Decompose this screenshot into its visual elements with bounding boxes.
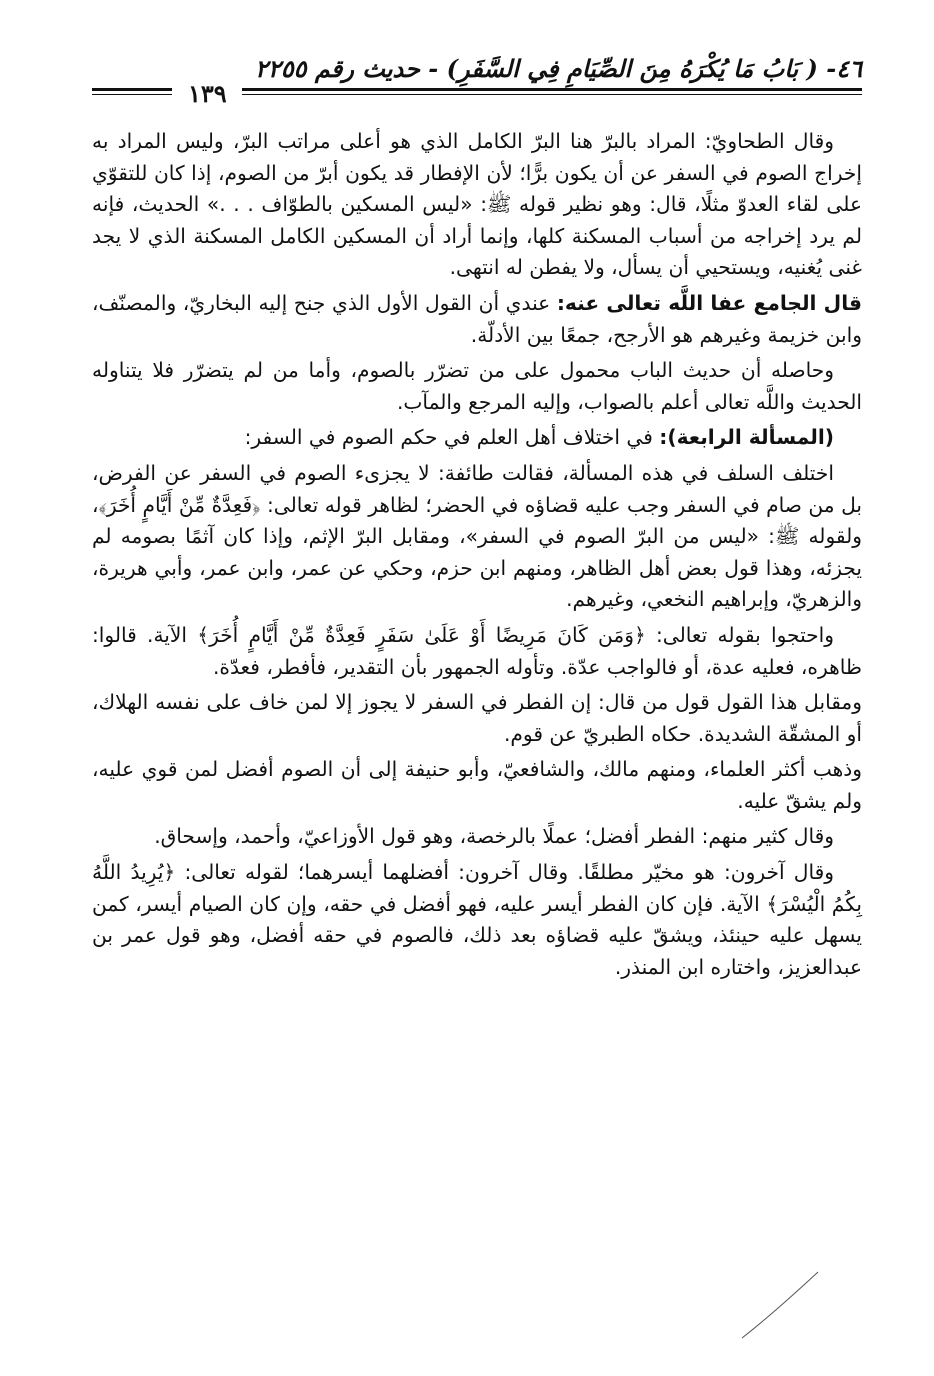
paragraph-7: ومقابل هذا القول قول من قال: إن الفطر في السفر لا يجوز إلا لمن خاف على نفسه الهلاك، أو المشقّة الشديدة. حكاه الطبريّ عن قوم. xyxy=(92,690,862,746)
header-rule-left xyxy=(92,88,172,95)
paragraph-lead: (المسألة الرابعة): xyxy=(659,425,834,450)
page-number: ١٣٩ xyxy=(182,82,233,106)
book-page xyxy=(92,48,862,1336)
paragraph-lead: قال الجامع عفا اللَّه تعالى عنه: xyxy=(556,290,862,315)
paragraph-3: وحاصله أن حديث الباب محمول على من تضرّر بالصوم، وأما من لم يتضرّر فلا يتناوله الحديث واللَّه تعالى أعلم بالصواب، وإليه المرجع والمآب. xyxy=(92,358,862,414)
paragraph-4: (المسألة الرابعة): في اختلاف أهل العلم في حكم الصوم في السفر: xyxy=(244,425,834,450)
page-header xyxy=(92,48,862,108)
paragraph-6: واحتجوا بقوله تعالى: ﴿وَمَن كَانَ مَرِيضًا أَوْ عَلَىٰ سَفَرٍ فَعِدَّةٌ مِّنْ أَيَّامٍ أُخَرَ﴾ الآية. قالوا: ظاهره، فعليه عدة، أو فالواجب عدّة. وتأوله الجمهور بأن التقدير، فأفطر، فعدّة. xyxy=(92,622,862,679)
paragraph-1: وقال الطحاويّ: المراد بالبرّ هنا البرّ الكامل الذي هو أعلى مراتب البرّ، وليس المراد به إخراج الصوم في السفر عن أن يكون برًّا؛ لأن الإفطار قد يكون أبرّ من الصوم، إذا كان للتقوّي على لقاء العدوّ مثلًا، قال: وهو نظير قوله ﷺ: «ليس المسكين بالطوّاف . . .» الحديث، فإنه لم يرد إخراجه من أسباب المسكنة كلها، وإنما أراد أن المسكين الكامل المسكنة الذي لا يجد غنى يُغنيه، ويستحيي أن يسأل، ولا يفطن له انتهى. xyxy=(92,129,862,280)
paragraph-9: وقال كثير منهم: الفطر أفضل؛ عملًا بالرخصة، وهو قول الأوزاعيّ، وأحمد، وإسحاق. xyxy=(154,824,834,849)
chapter-title: ٤٦- ( بَابُ مَا يُكْرَهُ مِنَ الصِّيَامِ فِي السَّفَرِ) - حديث رقم ٢٢٥٥ xyxy=(254,54,862,83)
page-body xyxy=(92,126,862,983)
paragraph-10: وقال آخرون: هو مخيّر مطلقًا. وقال آخرون: أفضلهما أيسرهما؛ لقوله تعالى: ﴿يُرِيدُ اللَّهُ بِكُمُ الْيُسْرَ﴾ الآية. فإن كان الفطر أيسر عليه، فهو أفضل في حقه، وإن كان الصيام أيسر، كمن يسهل عليه حينئذ، ويشقّ عليه قضاؤه بعد ذلك، فالصوم في حقه أفضل، وهو قول عمر بن عبدالعزيز، واختاره ابن المنذر. xyxy=(92,860,862,979)
paragraph-2: قال الجامع عفا اللَّه تعالى عنه: عندي أن القول الأول الذي جنح إليه البخاريّ، والمصنّف، وابن خزيمة وغيرهم هو الأرجح، جمعًا بين الأدلّة. xyxy=(92,290,862,347)
paragraph-5: اختلف السلف في هذه المسألة، فقالت طائفة: لا يجزىء الصوم في السفر عن الفرض، بل من صام في السفر وجب عليه قضاؤه في الحضر؛ لظاهر قوله تعالى: ﴿فَعِدَّةٌ مِّنْ أَيَّامٍ أُخَرَ﴾، ولقوله ﷺ: «ليس من البرّ الصوم في السفر»، ومقابل البرّ الإثم، وإذا كان آثمًا بصومه لم يجزئه، وهذا قول بعض أهل الظاهر، ومنهم ابن حزم، وحكي عن عمر، وابن عمر، وأبي هريرة، والزهريّ، وإبراهيم النخعي، وغيرهم. xyxy=(92,460,862,612)
pen-stroke-mark xyxy=(740,1270,820,1340)
paragraph-8: وذهب أكثر العلماء، ومنهم مالك، والشافعيّ، وأبو حنيفة إلى أن الصوم أفضل لمن قوي عليه، ولم يشقّ عليه. xyxy=(92,757,862,813)
header-rule xyxy=(242,88,862,95)
